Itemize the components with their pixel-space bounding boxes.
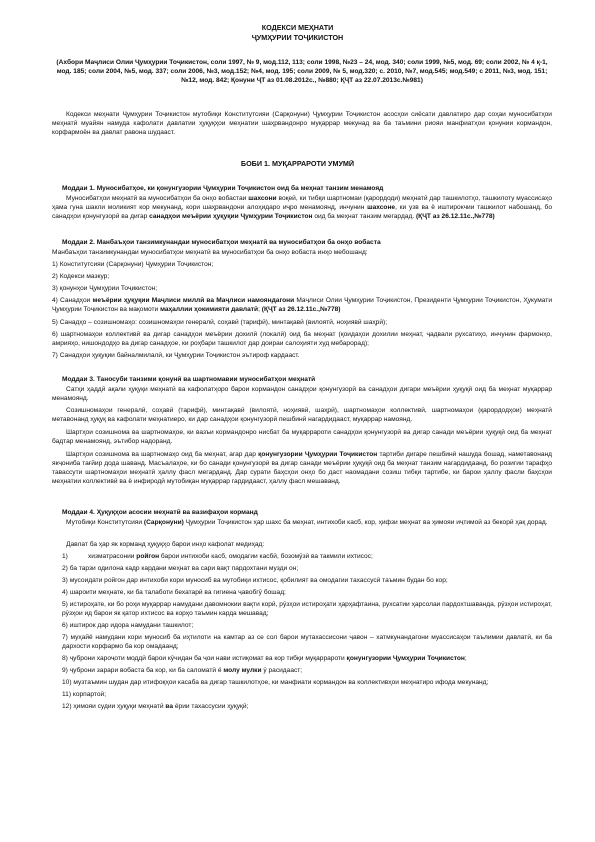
article-3-para-4: Шартҳои созишнома ва шартномаҳо оид ба меҳнат, агар дар қонунгузории Ҷумҳурии Тоҷикистон тартиби дигаре пешбинӣ нашуда бошад, наметавонанд якҷониба тағйир дода шаванд. Масъалаҳое, ки бо санади қонунгузорӣ ва дигар санади меъёрии ҳуқуқӣ оид ба меҳнат танзим нагардидаанд, бо розигии тарафҳо тавассути шартномаҳои меҳнатӣ ҳаллу фасл мегарданд. Дар сурати баҳсҳои онҳо бо даст наомадани созиш тибқи тартибе, ки барои ҳаллу фасли баҳсҳои меҳнатии коллективӣ ва ё инфиродӣ мутобиқан муқаррар гардидааст, ҳаллу фасл мешаванд. [52,451,552,485]
article-4-para-1: Мутобиқи Конститутсияи (Сарқонуни) Ҷумҳурии Тоҷикистон ҳар шахс ба меҳнат, интихоби касб, кор, ҳифзи меҳнат ва ҳимояи иҷтимоӣ аз бекорӣ ҳақ дорад. [66,519,548,526]
article-4-para-2: Давлат ба ҳар як корманд ҳуқуқҳо барои инҳо кафолат медиҳад: [66,541,265,548]
article-1-heading: Моддаи 1. Муносибатҳое, ки қонунгузории Ҷумҳурии Тоҷикистон оид ба меҳнат танзим менамояд [62,185,384,192]
article-4-item-3: 3) мусоидати ройгон дар интихоби кори муносиб ва мутобиқи ихтисос, қобилият ва омодагии тахассусӣ таъмин будан бо кор; [62,577,448,584]
article-4-item-7: 7) муҳайё намудани кори муносиб ба иҳтилоти на камтар аз се сол барои мутахассисони ҷавон – хатмкунандагони муассисаҳои таълимии давлатӣ, ки ба дархости корфармо ба кор омадаанд; [62,634,552,650]
article-4-item-2: 2) ба тарзи одилона кадр кардани меҳнат ва сари вақт пардохтани музди он; [62,565,299,572]
article-3-heading: Моддаи 3. Таносуби танзими қонунӣ ва шартномавии муносибатҳои меҳнатӣ [62,376,316,383]
article-4-item-9: 9) ҷуброни зарари вобаста ба кор, ки ба саломатӣ ё молу мулки ӯ расидааст; [62,667,303,674]
article-2-item-1: 1) Конститутсияи (Сарқонуни) Ҷумҳурии Тоҷикистон; [52,261,214,268]
document-title: КОДЕКСИ МЕҲНАТИ [261,23,334,32]
article-2-item-3: 3) қонунҳои Ҷумҳурии Тоҷикистон; [52,285,158,292]
article-1-text: Муносибатҳои меҳнатӣ ва муносибатҳои ба онҳо вобастаи шахсони воқеӣ, ки тибқи шартномаи (қарордоди) меҳнатӣ дар ташкилотҳо, ташкилоту муассисаҳо ҳама гуна шакли моликият кор мекунанд, кори шаҳрвандони алоҳидаро иҷро менамоянд, инчунин шахсоне, ки узв ва ё иштирокчии ташкилот набошанд, бо санадҳои қонунгузорӣ ва дигар санадҳои меъёрии ҳуқуқии Ҷумҳурии Тоҷикистон оид ба меҳнат танзим мегардад. (ҚҶТ аз 26.12.11с.,№778) [52,195,552,220]
publication-sources: (Ахбори Маҷлиси Олии Ҷумҳурии Тоҷикистон, соли 1997, № 9, мод.112, 113; соли 1998, №23 – 24, мод. 340; соли 1999, №5, мод. 69; соли 2002, № 4 қ-1, мод. 185; соли 2004, №5, мод. 337; соли 2006, №3, мод.152; №4, мод. 195; соли 2009, № 5, мод.320; с. 2010, №7, мод.545; мод.549; с 2011, №3, мод. 151; №12, мод. 842; Қонуни ҶТ аз 01.08.2012с., №880; ҚҶТ аз 22.07.2013с.№981) [56,59,548,84]
article-4-item-5: 5) истироҳате, ки бо роҳи муқаррар намудани давомнокии вақти корӣ, рӯзҳои истироҳати ҳарҳафтаина, рухсатии ҳарсолаи пардохтшаванда, рӯзҳои истироҳат, рӯзҳои ид барои як қатор ихтисос ва корҳо таъмин карда мешавад; [62,601,552,617]
article-2-item-4: 4) Санадҳои меъёрии ҳуқуқии Маҷлиси миллӣ ва Маҷлиси намояндагони Маҷлиси Олии Ҷумҳурии Тоҷикистон, Президенти Ҷумҳурии Тоҷикистон, Ҳукумати Ҷумҳурии Тоҷикистон ва мақомоти маҳаллии ҳокимияти давлатӣ; (ҚҶТ аз 26.12.11с.,№778) [52,297,552,313]
article-4-item-10: 10) музтаъмин шудан дар итифоқҳои касаба ва дигар ташкилотҳое, ки манфиати кормандон ва коллективҳои меҳнатиро ифода мекунанд; [62,679,489,686]
preamble: Кодекси меҳнати Ҷумҳурии Тоҷикистон мутобиқи Конститутсияи (Сарқонуни) Ҷумҳурии Тоҷикистон асосҳои сиёсати давлатиро дар соҳаи муносибатҳои меҳнатӣ муайян намуда кафолати давлатии ҳуқуқҳои меҳнатии шаҳрвандонро муқаррар мекунад ва ба таъмини риояи манфиатҳои қонунии кормандон, корфармоён ва давлат равона шудааст. [52,111,552,136]
article-4-item-11: 11) корпартоӣ; [62,691,107,698]
article-2-intro: Манбаъҳои танзимкунандаи муносибатҳои меҳнатӣ ва муносибатҳои ба онҳо вобаста инҳо мебошанд: [52,249,368,256]
article-2-item-6: 6) шартномаҳои коллективӣ ва дигар санадҳои меъёрии дохилӣ (локалӣ) оид ба меҳнат (қоидаҳои дохилии меҳнат, ҷадвали рухсатиҳо, инчунин фармонҳо, амрияҳо, нишондодҳо ва дигар санадҳое, ки роҳбари ташкилот дар доираи салоҳияти худ мебарорад); [52,331,552,347]
article-2-heading: Моддаи 2. Манбаъҳои танзимкунандаи муносибатҳои меҳнатӣ ва муносибатҳои ба онҳо вобаста [62,239,381,246]
article-3-para-2: Созишномаҳои генералӣ, соҳавӣ (тарифӣ), минтақавӣ (вилоятӣ, ноҳиявӣ, шаҳрӣ), шартномаҳои коллективӣ, шартномаҳои (қарордодҳои) меҳнатӣ метавонанд ҳуқуқ ва кафолати меҳнатиеро, ки дар санадҳои қонунгузорӣ пешбинӣ нагардидааст, муқаррар намоянд. [52,407,552,423]
article-3-para-3: Шартҳои созишнома ва шартномаҳое, ки вазъи кормандонро нисбат ба муқаррароти санадҳои қонунгузорӣ ва дигар санади меъёрии ҳуқуқӣ оид ба меҳнат бадтар менамоянд, эътибор надоранд. [52,429,552,445]
article-4-item-6: 6) иштирок дар идора намудани ташкилот; [62,622,194,629]
article-4-item-4: 4) шароити меҳнате, ки ба талаботи бехатарӣ ва гигиена ҷавобгӯ бошад; [62,589,286,596]
article-2-item-2: 2) Кодекси мазкур; [52,273,110,280]
article-4-heading: Моддаи 4. Ҳуқуқҳои асосии меҳнатӣ ва вазифаҳои корманд [62,509,258,516]
article-4-item-1: 1) хизматрасонии ройгон барои интихоби касб, омодагии касбӣ, бозомӯзӣ ва такмили ихтисос; [62,553,373,560]
document-subtitle: ҶУМҲУРИИ ТОҶИКИСТОН [251,33,344,42]
chapter-heading: БОБИ 1. МУҚАРРАРОТИ УМУМӢ [240,159,355,168]
article-2-item-5: 5) Санадҳо – созишномаҳо: созишномаҳои генералӣ, соҳавӣ (тарифӣ), минтақавӣ (вилоятӣ, ноҳиявӣ шаҳрӣ); [52,319,388,326]
article-4-item-12: 12) ҳимояи судии ҳуқуқи меҳнатӣ ва ёрии тахассусии ҳуқуқӣ; [62,703,249,710]
article-4-item-8: 8) ҷуброни хароҷоти моддӣ барои кӯчидан ба ҷои нави истиқомат ва кор тибқи муқаррароти қонунгузории Ҷумҳурии Тоҷикистон; [62,655,467,662]
article-3-para-1: Сатҳи ҳаддӣ ақали ҳуқуқи меҳнатӣ ва кафолатҳоро барои кормандон санадҳои қонунгузорӣ ва санадҳои дигари меъёрии ҳуқуқӣ оид ба меҳнат муқаррар менамоянд. [52,386,552,402]
article-2-item-7: 7) Санадҳои ҳуқуқии байналмилалӣ, ки Ҷумҳурии Тоҷикистон эътироф кардааст. [52,352,300,359]
